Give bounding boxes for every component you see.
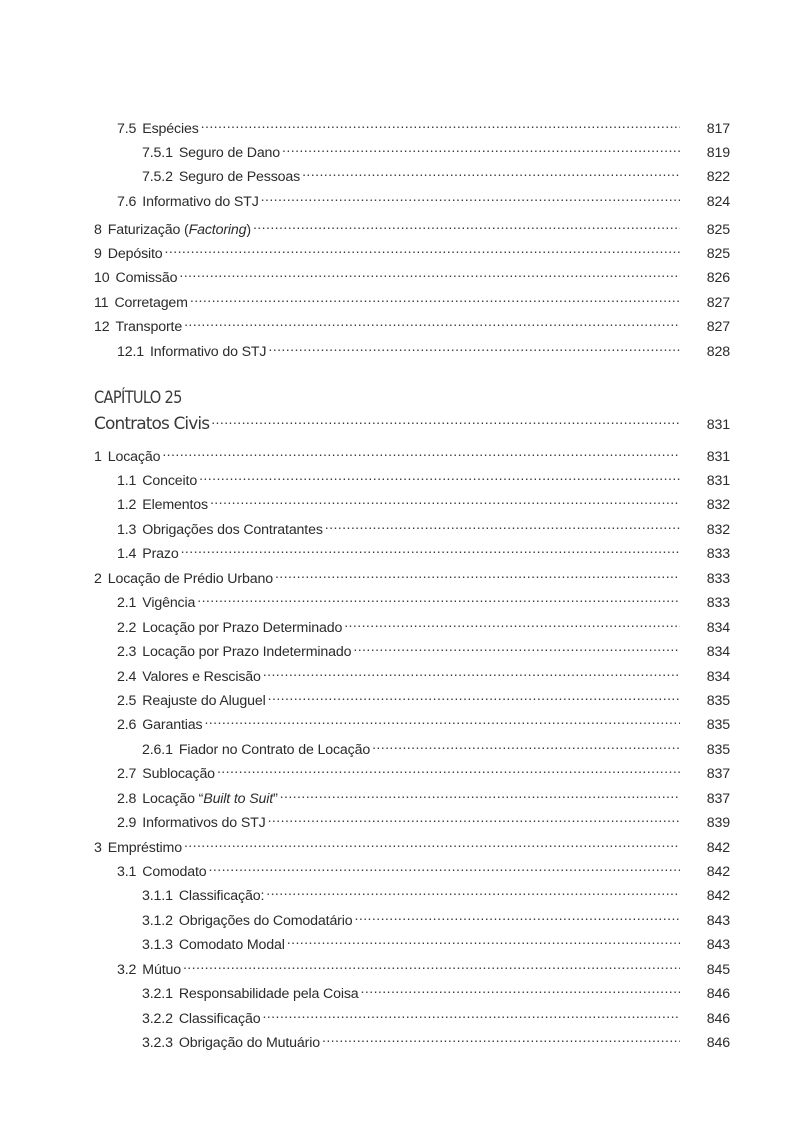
dot-leader xyxy=(268,809,680,827)
toc-entry: 2.6.1 Fiador no Contrato de Locação ..... 835 xyxy=(142,736,730,759)
page-number: 824 xyxy=(706,194,730,210)
dot-leader xyxy=(268,338,680,356)
page-number: 833 xyxy=(706,546,730,562)
page-number: 843 xyxy=(706,913,730,929)
toc-entry: 3.2 Mútuo ..... 845 xyxy=(117,956,730,979)
dot-leader xyxy=(179,264,680,282)
dot-leader xyxy=(210,491,680,509)
page-number: 831 xyxy=(706,417,730,433)
toc-entry: 9 Depósito ..... 825 xyxy=(94,240,730,263)
dot-leader xyxy=(361,980,680,998)
page-number: 826 xyxy=(706,270,730,286)
toc-entry: 3 Empréstimo ..... 842 xyxy=(94,834,730,857)
page-number: 817 xyxy=(706,121,730,137)
page-number: 846 xyxy=(706,986,730,1002)
dot-leader xyxy=(217,760,680,778)
page-number: 842 xyxy=(706,840,730,856)
chapter-title: Contratos Civis xyxy=(94,414,210,434)
toc-entry: 1.4 Prazo ..... 833 xyxy=(117,540,730,563)
toc-entry: 3.2.3 Obrigação do Mutuário ..... 846 xyxy=(142,1029,730,1052)
dot-leader xyxy=(181,540,680,558)
page-number: 837 xyxy=(706,766,730,782)
dot-leader xyxy=(183,956,680,974)
dot-leader xyxy=(162,443,680,461)
dot-leader xyxy=(184,834,680,852)
dot-leader xyxy=(266,882,680,900)
toc-entry: 2.3 Locação por Prazo Indeterminado ..... 834 xyxy=(117,638,730,661)
toc-entry: 11 Corretagem ..... 827 xyxy=(94,289,730,312)
page-number: 842 xyxy=(706,864,730,880)
page-number: 822 xyxy=(706,169,730,185)
dot-leader xyxy=(165,240,680,258)
page-number: 832 xyxy=(706,497,730,513)
toc-entry: 2.7 Sublocação ..... 837 xyxy=(117,760,730,783)
chapter-title-entry xyxy=(94,411,730,434)
toc-entry: 2.5 Reajuste do Aluguel ..... 835 xyxy=(117,687,730,710)
page-number: 846 xyxy=(706,1035,730,1051)
toc-entry: 1 Locação ..... 831 xyxy=(94,443,730,466)
page-number: 825 xyxy=(706,246,730,262)
toc-entry: 7.5 Espécies ..... 817 xyxy=(117,115,730,138)
toc-entry: 7.6 Informativo do STJ ..... 824 xyxy=(117,188,730,211)
page-number: 839 xyxy=(706,815,730,831)
dot-leader xyxy=(287,931,680,949)
toc-entry: 1.2 Elementos ..... 832 xyxy=(117,491,730,514)
page-number: 835 xyxy=(706,742,730,758)
toc-entry: 1.3 Obrigações dos Contratantes ..... 832 xyxy=(117,516,730,539)
page-number: 837 xyxy=(706,791,730,807)
toc-entry: 3.1.3 Comodato Modal ..... 843 xyxy=(142,931,730,954)
dot-leader xyxy=(325,516,680,534)
toc-entry: 3.1.2 Obrigações do Comodatário ..... 843 xyxy=(142,907,730,930)
dot-leader xyxy=(275,565,680,583)
dot-leader xyxy=(190,289,680,307)
toc-entry: 3.2.2 Classificação ..... 846 xyxy=(142,1005,730,1028)
toc-entry: 3.1.1 Classificação: ..... 842 xyxy=(142,882,730,905)
toc-entry: 2.2 Locação por Prazo Determinado ..... 834 xyxy=(117,614,730,637)
toc-entry: 2.6 Garantias ..... 835 xyxy=(117,711,730,734)
dot-leader xyxy=(184,313,680,331)
dot-leader xyxy=(344,614,680,632)
toc-entry: 12 Transporte ..... 827 xyxy=(94,313,730,336)
page-number: 827 xyxy=(706,319,730,335)
dot-leader xyxy=(322,1029,680,1047)
dot-leader xyxy=(253,216,680,234)
page-number: 843 xyxy=(706,937,730,953)
dot-leader xyxy=(372,736,680,754)
dot-leader xyxy=(302,163,680,181)
toc-entry: 2.9 Informativos do STJ ..... 839 xyxy=(117,809,730,832)
dot-leader xyxy=(282,139,680,157)
dot-leader xyxy=(199,467,680,485)
dot-leader xyxy=(262,1005,680,1023)
dot-leader xyxy=(204,711,680,729)
dot-leader xyxy=(211,411,680,429)
chapter-label: CAPÍTULO 25 xyxy=(94,388,182,408)
dot-leader xyxy=(268,687,680,705)
dot-leader xyxy=(261,188,680,206)
page-number: 827 xyxy=(706,295,730,311)
toc-entry: 10 Comissão ..... 826 xyxy=(94,264,730,287)
dot-leader xyxy=(209,858,680,876)
dot-leader xyxy=(280,785,680,803)
page-number: 832 xyxy=(706,522,730,538)
page-number: 845 xyxy=(706,962,730,978)
page-number: 828 xyxy=(706,344,730,360)
toc-entry: 2.1 Vigência ..... 833 xyxy=(117,589,730,612)
toc-entry: 7.5.2 Seguro de Pessoas ..... 822 xyxy=(142,163,730,186)
page-number: 833 xyxy=(706,595,730,611)
page-number: 835 xyxy=(706,693,730,709)
page-number: 835 xyxy=(706,717,730,733)
toc-entry: 1.1 Conceito ..... 831 xyxy=(117,467,730,490)
toc-entry: 7.5.1 Seguro de Dano ..... 819 xyxy=(142,139,730,162)
toc-entry: 2.4 Valores e Rescisão ..... 834 xyxy=(117,663,730,686)
page-number: 825 xyxy=(706,222,730,238)
page-number: 831 xyxy=(706,449,730,465)
page-number: 834 xyxy=(706,669,730,685)
dot-leader xyxy=(201,115,680,133)
toc-entry: 3.1 Comodato ..... 842 xyxy=(117,858,730,881)
dot-leader xyxy=(355,907,680,925)
toc-entry: 8 Faturização (Factoring) ..... 825 xyxy=(94,216,730,239)
page-number: 834 xyxy=(706,620,730,636)
dot-leader xyxy=(197,589,680,607)
dot-leader xyxy=(353,638,680,656)
page-number: 833 xyxy=(706,571,730,587)
page-number: 842 xyxy=(706,888,730,904)
page-number: 819 xyxy=(706,145,730,161)
page-number: 846 xyxy=(706,1011,730,1027)
toc-entry: 3.2.1 Responsabilidade pela Coisa ..... 846 xyxy=(142,980,730,1003)
dot-leader xyxy=(263,663,680,681)
page-number: 834 xyxy=(706,644,730,660)
page-number: 831 xyxy=(706,473,730,489)
toc-entry: 12.1 Informativo do STJ ..... 828 xyxy=(117,338,730,361)
toc-entry: 2.8 Locação “Built to Suit” ..... 837 xyxy=(117,785,730,808)
toc-entry: 2 Locação de Prédio Urbano ..... 833 xyxy=(94,565,730,588)
